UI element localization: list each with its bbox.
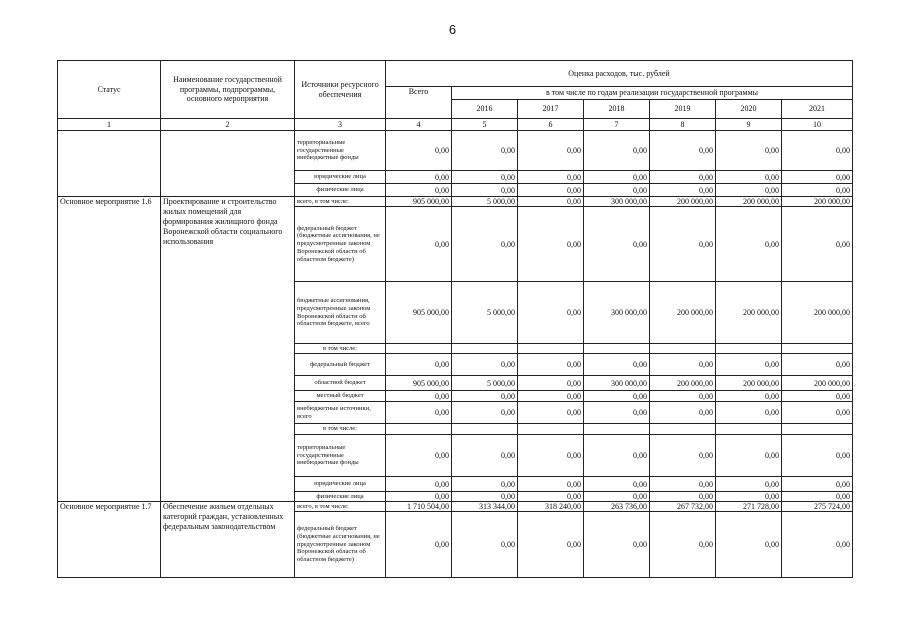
value-cell: 0,00 [386, 402, 452, 424]
status-cell [58, 131, 161, 197]
value-cell: 0,00 [716, 402, 782, 424]
value-cell: 0,00 [650, 402, 716, 424]
program-name-cell [161, 131, 295, 197]
value-cell: 0,00 [782, 184, 853, 197]
value-cell: 300 000,00 [584, 197, 650, 207]
value-cell: 0,00 [716, 477, 782, 492]
value-cell: 0,00 [584, 512, 650, 578]
value-cell [386, 424, 452, 435]
value-cell: 318 240,00 [518, 502, 584, 512]
source-cell: местный бюджет [295, 391, 386, 402]
value-cell: 0,00 [518, 184, 584, 197]
source-cell: в том числе: [295, 344, 386, 354]
value-cell: 0,00 [584, 492, 650, 502]
value-cell [584, 424, 650, 435]
value-cell: 0,00 [518, 402, 584, 424]
value-cell: 0,00 [716, 435, 782, 477]
value-cell: 0,00 [518, 207, 584, 282]
value-cell: 0,00 [584, 207, 650, 282]
value-cell: 0,00 [518, 391, 584, 402]
header-estimate: Оценка расходов, тыс. рублей [386, 61, 853, 87]
source-cell: бюджетные ассигнования, предусмотренные законом Воронежской области об областном бюджете, всего [295, 282, 386, 344]
value-cell: 0,00 [782, 435, 853, 477]
value-cell: 0,00 [716, 492, 782, 502]
value-cell: 0,00 [518, 477, 584, 492]
value-cell: 0,00 [650, 207, 716, 282]
value-cell: 0,00 [584, 354, 650, 376]
value-cell: 0,00 [716, 391, 782, 402]
value-cell: 200 000,00 [782, 197, 853, 207]
value-cell: 275 724,00 [782, 502, 853, 512]
value-cell: 0,00 [518, 512, 584, 578]
value-cell: 200 000,00 [650, 282, 716, 344]
value-cell: 0,00 [650, 435, 716, 477]
value-cell: 0,00 [650, 354, 716, 376]
value-cell [650, 424, 716, 435]
source-cell: в том числе: [295, 424, 386, 435]
value-cell: 300 000,00 [584, 376, 650, 391]
value-cell: 0,00 [518, 131, 584, 171]
value-cell: 0,00 [386, 171, 452, 184]
value-cell: 0,00 [518, 354, 584, 376]
value-cell: 263 736,00 [584, 502, 650, 512]
value-cell: 5 000,00 [452, 376, 518, 391]
year-header: 2020 [716, 100, 782, 119]
value-cell: 0,00 [584, 402, 650, 424]
value-cell: 300 000,00 [584, 282, 650, 344]
value-cell: 905 000,00 [386, 376, 452, 391]
column-number: 6 [518, 119, 584, 131]
value-cell: 0,00 [716, 171, 782, 184]
value-cell: 200 000,00 [716, 197, 782, 207]
value-cell: 0,00 [782, 477, 853, 492]
value-cell: 200 000,00 [650, 376, 716, 391]
value-cell: 0,00 [716, 184, 782, 197]
value-cell: 0,00 [452, 477, 518, 492]
column-number: 1 [58, 119, 161, 131]
value-cell: 0,00 [716, 131, 782, 171]
value-cell [782, 344, 853, 354]
program-name-cell: Обеспечение жильем отдельных категорий граждан, установленных федеральным законодательством [161, 502, 295, 578]
value-cell: 0,00 [452, 391, 518, 402]
value-cell: 271 728,00 [716, 502, 782, 512]
value-cell: 0,00 [386, 477, 452, 492]
header-status: Статус [58, 61, 161, 119]
value-cell: 0,00 [650, 391, 716, 402]
value-cell: 0,00 [782, 131, 853, 171]
value-cell: 0,00 [650, 492, 716, 502]
source-cell: федеральный бюджет (бюджетные ассигнования, не предусмотренные законом Воронежской области об областном бюджете) [295, 512, 386, 578]
value-cell: 0,00 [782, 354, 853, 376]
value-cell [518, 344, 584, 354]
value-cell: 0,00 [650, 131, 716, 171]
value-cell: 0,00 [386, 391, 452, 402]
value-cell: 0,00 [452, 435, 518, 477]
value-cell: 200 000,00 [650, 197, 716, 207]
value-cell: 0,00 [452, 131, 518, 171]
program-name-cell: Проектирование и строительство жилых помещений для формирования жилищного фонда Воронежской области социального использования [161, 197, 295, 502]
source-cell: территориальные государственные внебюджетные фонды [295, 435, 386, 477]
page-number: 6 [448, 22, 457, 37]
value-cell: 0,00 [782, 492, 853, 502]
column-number: 3 [295, 119, 386, 131]
value-cell: 0,00 [386, 131, 452, 171]
value-cell [650, 344, 716, 354]
value-cell: 200 000,00 [782, 376, 853, 391]
value-cell: 0,00 [386, 207, 452, 282]
value-cell: 0,00 [518, 435, 584, 477]
value-cell: 0,00 [386, 354, 452, 376]
value-cell: 0,00 [716, 207, 782, 282]
value-cell [716, 424, 782, 435]
value-cell: 905 000,00 [386, 282, 452, 344]
value-cell: 0,00 [782, 402, 853, 424]
value-cell: 5 000,00 [452, 282, 518, 344]
value-cell [782, 424, 853, 435]
value-cell: 0,00 [518, 197, 584, 207]
source-cell: всего, в том числе: [295, 502, 386, 512]
year-header: 2016 [452, 100, 518, 119]
value-cell [518, 424, 584, 435]
year-header: 2018 [584, 100, 650, 119]
column-number: 7 [584, 119, 650, 131]
value-cell: 0,00 [782, 512, 853, 578]
source-cell: федеральный бюджет (бюджетные ассигнования, не предусмотренные законом Воронежской области об областном бюджете) [295, 207, 386, 282]
value-cell [386, 344, 452, 354]
value-cell: 0,00 [452, 402, 518, 424]
value-cell: 0,00 [584, 391, 650, 402]
table-row [58, 502, 853, 512]
source-cell: территориальные государственные внебюджетные фонды [295, 131, 386, 171]
value-cell: 0,00 [584, 477, 650, 492]
value-cell: 0,00 [452, 207, 518, 282]
value-cell: 0,00 [518, 171, 584, 184]
value-cell: 0,00 [386, 492, 452, 502]
source-cell: федеральный бюджет [295, 354, 386, 376]
status-cell: Основное мероприятие 1.6 [58, 197, 161, 502]
value-cell: 267 732,00 [650, 502, 716, 512]
year-header: 2019 [650, 100, 716, 119]
status-cell: Основное мероприятие 1.7 [58, 502, 161, 578]
table-row [58, 197, 853, 207]
source-cell: юридические лица [295, 171, 386, 184]
source-cell: юридические лица [295, 477, 386, 492]
header-by-years: в том числе по годам реализации государственной программы [452, 87, 853, 100]
value-cell: 0,00 [782, 207, 853, 282]
value-cell: 0,00 [452, 184, 518, 197]
value-cell: 5 000,00 [452, 197, 518, 207]
value-cell: 0,00 [386, 184, 452, 197]
header-sources: Источники ресурсного обеспечения [295, 61, 386, 119]
column-number: 8 [650, 119, 716, 131]
value-cell [584, 344, 650, 354]
value-cell: 0,00 [452, 492, 518, 502]
value-cell: 200 000,00 [782, 282, 853, 344]
column-number: 9 [716, 119, 782, 131]
column-number: 2 [161, 119, 295, 131]
value-cell: 0,00 [650, 477, 716, 492]
value-cell: 0,00 [386, 512, 452, 578]
value-cell: 0,00 [650, 171, 716, 184]
source-cell: внебюджетные источники, всего [295, 402, 386, 424]
value-cell: 905 000,00 [386, 197, 452, 207]
column-number: 5 [452, 119, 518, 131]
value-cell [716, 344, 782, 354]
value-cell: 0,00 [386, 435, 452, 477]
value-cell: 0,00 [716, 354, 782, 376]
source-cell: областной бюджет [295, 376, 386, 391]
header-name: Наименование государственной программы, подпрограммы, основного мероприятия [161, 61, 295, 119]
value-cell: 313 344,00 [452, 502, 518, 512]
value-cell: 0,00 [518, 492, 584, 502]
value-cell: 0,00 [782, 391, 853, 402]
value-cell: 200 000,00 [716, 282, 782, 344]
value-cell: 0,00 [584, 171, 650, 184]
year-header: 2017 [518, 100, 584, 119]
source-cell: физические лица [295, 184, 386, 197]
value-cell: 0,00 [782, 171, 853, 184]
column-number: 10 [782, 119, 853, 131]
value-cell: 0,00 [518, 282, 584, 344]
year-header: 2021 [782, 100, 853, 119]
source-cell: физические лица [295, 492, 386, 502]
value-cell: 0,00 [518, 376, 584, 391]
value-cell [452, 344, 518, 354]
value-cell: 0,00 [452, 354, 518, 376]
value-cell: 0,00 [650, 184, 716, 197]
value-cell: 0,00 [452, 171, 518, 184]
resource-table [57, 60, 853, 578]
table-row [58, 131, 853, 171]
header-total: Всего [386, 87, 452, 119]
column-number: 4 [386, 119, 452, 131]
value-cell: 0,00 [650, 512, 716, 578]
value-cell: 0,00 [584, 131, 650, 171]
value-cell: 1 710 504,00 [386, 502, 452, 512]
value-cell [452, 424, 518, 435]
value-cell: 0,00 [716, 512, 782, 578]
value-cell: 200 000,00 [716, 376, 782, 391]
value-cell: 0,00 [584, 435, 650, 477]
value-cell: 0,00 [584, 184, 650, 197]
value-cell: 0,00 [452, 512, 518, 578]
source-cell: всего, в том числе: [295, 197, 386, 207]
